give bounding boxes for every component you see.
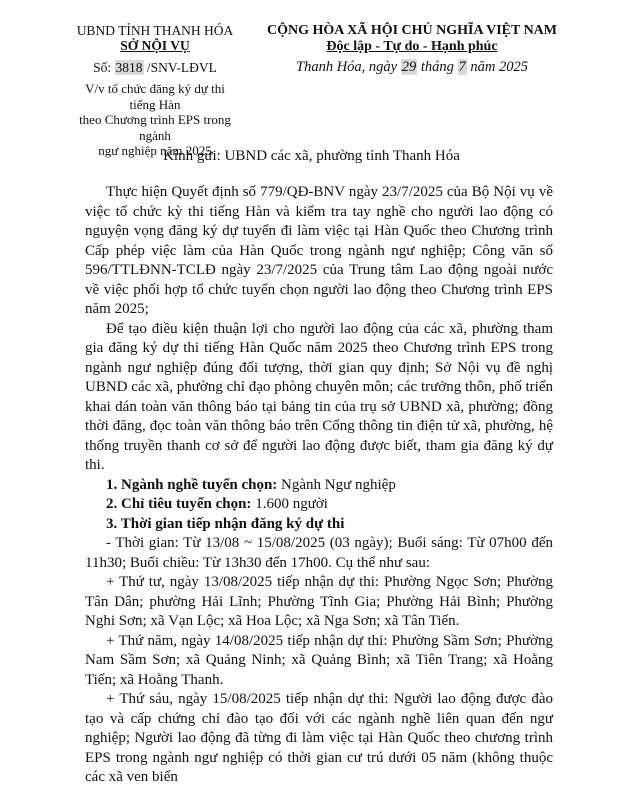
- detail-paragraph: - Thời gian: Từ 13/08 ~ 15/08/2025 (03 ngày); Buổi sáng: Từ 07h00 đến 11h30; Buổi chiều: Từ 13h30 đến 17h00. Cụ thể như sau:: [85, 535, 553, 571]
- date-year: năm 2025: [466, 59, 528, 75]
- issuing-department: SỞ NỘI VỤ: [120, 38, 190, 53]
- doc-number-prefix: Số:: [93, 60, 115, 75]
- doc-number-suffix: /SNV-LĐVL: [143, 60, 217, 75]
- section-heading: 3. Thời gian tiếp nhận đăng ký dự thi: [106, 515, 345, 532]
- doc-number-value: 3818: [115, 60, 143, 75]
- subject-line: theo Chương trình EPS trong ngành: [79, 112, 231, 143]
- section-value: Ngành Ngư nghiệp: [277, 476, 396, 493]
- document-number: [72, 59, 238, 76]
- detail-paragraph: + Thứ năm, ngày 14/08/2025 tiếp nhận dự thi: Phường Sầm Sơn; Phường Nam Sầm Sơn; xã Quảng Ninh; xã Quảng Bình; xã Tiên Trang; xã Hoằng Tiến; xã Hoằng Thanh.: [85, 632, 553, 688]
- date-month: 7: [458, 59, 466, 75]
- section-heading: [85, 495, 553, 515]
- subject-line: V/v tổ chức đăng ký dự thi tiếng Hàn: [85, 81, 225, 112]
- document-date: [262, 59, 562, 76]
- salutation: Kính gửi: UBND các xã, phường tỉnh Thanh Hóa: [163, 148, 460, 164]
- section-heading: [85, 476, 553, 496]
- date-month-label: tháng: [417, 59, 458, 75]
- body-paragraph: Để tạo điều kiện thuận lợi cho người lao động của các xã, phường tham gia đăng ký dự thi tiếng Hàn Quốc năm 2025 theo Chương trình EPS trong ngành ngư nghiệp đúng đối tượng, thời gian quy định; Sở Nội vụ đề nghị UBND các xã, phường chỉ đạo phòng chuyên môn; các trưởng thôn, phố triển khai dán toàn văn thông báo tại bảng tin của trụ sở UBND xã, phường; đồng thời đăng, đọc toàn văn thông báo trên Cổng thông tin điện tử xã, phường, hệ thống truyền thanh cơ sở để người lao động được biết, tham gia đăng ký dự thi.: [85, 320, 553, 473]
- document-subject: [72, 81, 238, 159]
- section-title: 1. Ngành nghề tuyển chọn:: [106, 476, 278, 493]
- date-day: 29: [401, 59, 417, 75]
- body-paragraph: Thực hiện Quyết định số 779/QĐ-BNV ngày 23/7/2025 của Bộ Nội vụ về việc tổ chức kỳ thi tiếng Hàn và kiểm tra tay nghề cho người lao động có nguyện vọng đăng ký dự tuyển đi làm việc tại Hàn Quốc theo Chương trình Cấp phép việc làm của Hàn Quốc trong ngành ngư nghiệp; Công văn số 596/TTLĐNN-TCLĐ ngày 23/7/2025 của Trung tâm Lao động ngoài nước về việc phối hợp tổ chức tuyển chọn người lao động theo Chương trình EPS năm 2025;: [85, 184, 553, 317]
- section-value: 1.600 người: [251, 496, 328, 512]
- section-title: 2. Chỉ tiêu tuyển chọn:: [106, 496, 252, 512]
- detail-paragraph: + Thứ tư, ngày 13/08/2025 tiếp nhận dự thi: Phường Ngọc Sơn; Phường Tân Dân; phường Hải Lĩnh; Phường Tĩnh Gia; Phường Hải Bình; Phường Nghi Sơn; xã Vạn Lộc; xã Hoa Lộc; xã Nga Sơn; xã Tân Tiến.: [85, 574, 553, 629]
- national-motto: Độc lập - Tự do - Hạnh phúc: [326, 39, 498, 54]
- date-prefix: Thanh Hóa, ngày: [296, 59, 401, 75]
- document-body: [85, 183, 553, 788]
- detail-paragraph: + Thứ sáu, ngày 15/08/2025 tiếp nhận dự thi: Người lao động được đào tạo và cấp chứng chỉ đào tạo đối với các ngành nghề liên quan đến ngư nghiệp; Người lao động đã từng đi làm việc tại Hàn Quốc theo chương trình EPS trong ngành ngư nghiệp có thời gian cư trú dưới 05 năm (không thuộc các xã ven biển: [85, 691, 553, 785]
- issuing-authority: UBND TỈNH THANH HÓA: [76, 23, 234, 38]
- national-title: CỘNG HÒA XÃ HỘI CHỦ NGHĨA VIỆT NAM: [266, 23, 557, 38]
- subject-line: ngư nghiệp năm 2025: [98, 143, 212, 158]
